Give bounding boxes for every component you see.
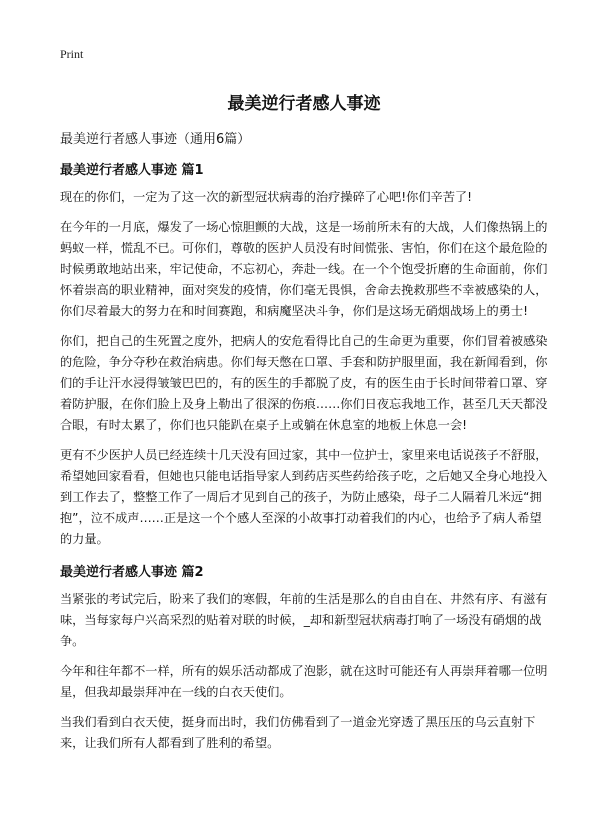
paragraph: 在今年的一月底，爆发了一场心惊胆颤的大战，这是一场前所未有的大战，人们像热锅上的蚂蚁一样，慌乱不已。可你们，尊敬的医护人员没有时间慌张、害怕，你们在这个最危险的时候勇敢地站出来，牢记使命，不忘初心，奔赴一线。在一个个饱受折磨的生命面前，你们怀着崇高的职业精神，面对突发的疫情，你们毫无畏惧，舍命去挽救那些不幸被感染的人，你们尽着最大的努力在和时间赛跑，和病魔坚决斗争，你们是这场无硝烟战场上的勇士! [60, 220, 548, 318]
print-label[interactable]: Print [60, 47, 84, 61]
paragraph: 更有不少医护人员已经连续十几天没有回过家，其中一位护士，家里来电话说孩子不舒服，希望她回家看看，但她也只能电话指导家人到药店买些药给孩子吃，之后她又全身心地投入到工作去了，整整工作了一周后才见到自己的孩子，为防止感染，母子二人隔着几米远“拥抱”，泣不成声……正是这一个个感人至深的小故事打动着我们的内心，也给予了病人希望的力量。 [60, 448, 548, 546]
paragraph: 现在的你们，一定为了这一次的新型冠状病毒的治疗操碎了心吧!你们辛苦了! [60, 190, 472, 204]
paragraph: 今年和往年都不一样，所有的娱乐活动都成了泡影，就在这时可能还有人再崇拜着哪一位明星，但我却最崇拜冲在一线的白衣天使们。 [60, 664, 548, 699]
paragraph: 你们，把自己的生死置之度外，把病人的安危看得比自己的生命更为重要，你们冒着被感染的危险，争分夺秒在救治病患。你们每天憋在口罩、手套和防护服里面，我在新闻看到，你们的手让汗水浸得皱皱巴巴的，有的医生的手都脱了皮，有的医生由于长时间带着口罩、穿着防护服，在你们脸上及身上勒出了很深的伤痕……你们日夜忘我地工作，甚至几天天都没合眼，有时太累了，你们也只能趴在桌子上或躺在休息室的地板上休息一会! [60, 334, 548, 432]
document-subtitle: 最美逆行者感人事迹（通用6篇） [60, 132, 251, 147]
paragraph: 当紧张的考试完后，盼来了我们的寒假，年前的生活是那么的自由自在、井然有序、有滋有味，当每家每户兴高采烈的贴着对联的时候，_却和新型冠状病毒打响了一场没有硝烟的战争。 [60, 592, 548, 648]
section-heading: 最美逆行者感人事迹 篇1 [60, 163, 204, 178]
section-heading: 最美逆行者感人事迹 篇2 [60, 565, 204, 580]
document-title: 最美逆行者感人事迹 [227, 94, 381, 114]
paragraph: 当我们看到白衣天使，挺身而出时，我们仿佛看到了一道金光穿透了黑压压的乌云直射下来，让我们所有人都看到了胜利的希望。 [60, 715, 536, 750]
